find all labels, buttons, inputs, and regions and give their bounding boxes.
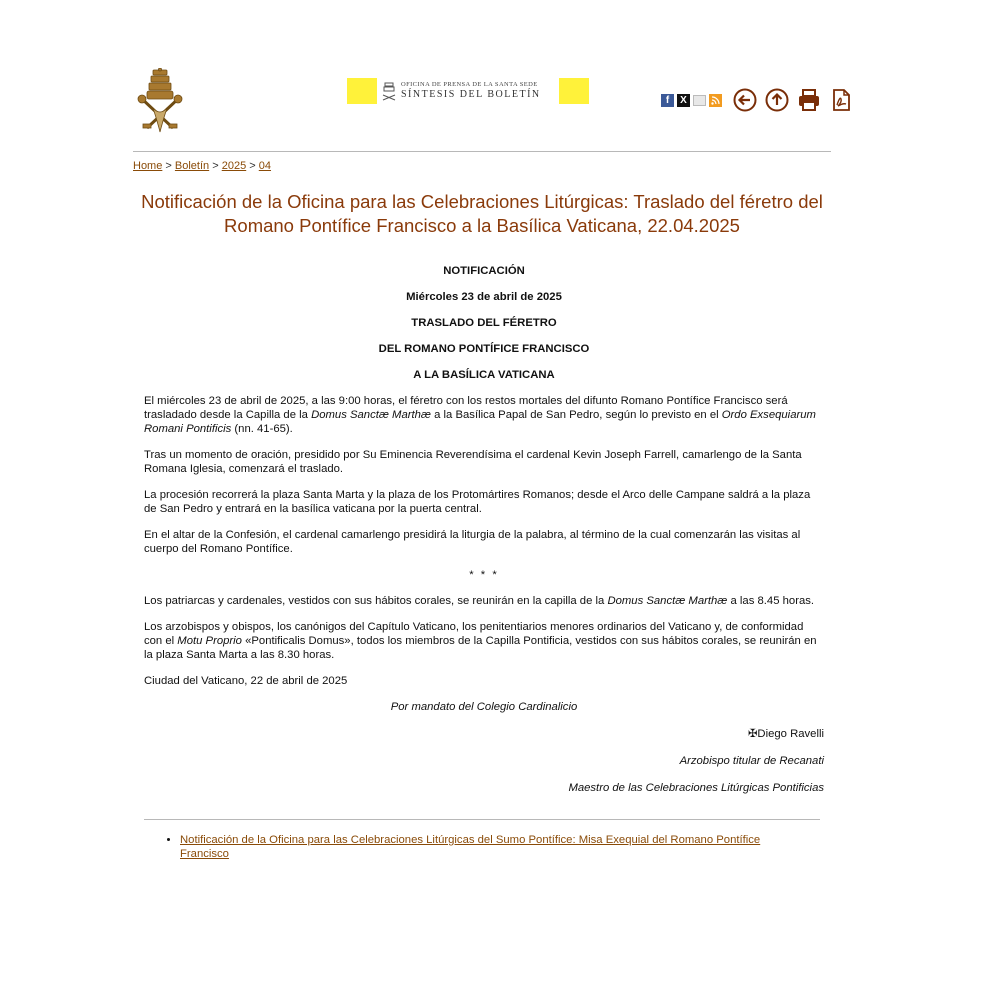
header-divider (133, 151, 831, 152)
breadcrumb-home-link[interactable]: Home (133, 160, 163, 172)
notice-date: Miércoles 23 de abril de 2025 (406, 291, 562, 303)
banner-subtitle: OFICINA DE PRENSA DE LA SANTA SEDE (401, 80, 538, 88)
facebook-icon[interactable]: f (661, 94, 674, 107)
x-icon[interactable]: X (677, 94, 690, 107)
article-body (144, 264, 824, 808)
paragraph-3: La procesión recorrerá la plaza Santa Marta y la plaza de los Protomártires Romanos; desde el Arco delle Campane saldrá a la plaza de San Pedro y entrará en la basílica vaticana por la puerta central. (144, 489, 811, 515)
notice-heading-line-3: A LA BASÍLICA VATICANA (413, 369, 555, 381)
banner-center (377, 78, 559, 104)
list-item (180, 833, 806, 861)
breadcrumb-separator: > (165, 160, 172, 172)
press-office-seal-icon (381, 81, 397, 101)
related-links (166, 833, 806, 861)
banner-yellow-left (347, 78, 377, 104)
breadcrumb (133, 160, 271, 172)
banner-yellow-right (559, 78, 589, 104)
breadcrumb-separator: > (249, 160, 256, 172)
print-icon[interactable] (797, 88, 821, 112)
signatory-title-1: Arzobispo titular de Recanati (679, 755, 824, 767)
paragraph-2: Tras un momento de oración, presidido por Su Eminencia Reverendísima el cardenal Kevin Joseph Farrell, camarlengo de la Santa Romana Iglesia, comenzará el traslado. (144, 449, 802, 475)
breadcrumb-month-link[interactable]: 04 (258, 160, 272, 172)
banner-title: SÍNTESIS DEL BOLETÍN (401, 89, 541, 101)
paragraph-6: Los arzobispos y obispos, los canónigos del Capítulo Vaticano, los penitentiarios menores ordinarios del Vaticano y, de conformidad con el Motu Proprio «Pontificalis Domus», todos los miembros de la Capilla Pontificia, vestidos con sus hábitos corales, se reunirán en la plaza Santa Marta a las 8.30 horas. (144, 621, 817, 661)
top-icon[interactable] (765, 88, 789, 112)
signatory-name: ✠Diego Ravelli (747, 728, 824, 740)
paragraph-4: En el altar de la Confesión, el cardenal camarlengo presidirá la liturgia de la palabra, al término de la cual comenzarán las visitas al cuerpo del Romano Pontífice. (144, 529, 801, 555)
signatory-title-2: Maestro de las Celebraciones Litúrgicas Pontificias (568, 782, 824, 794)
papal-coat-of-arms-logo[interactable] (133, 68, 187, 134)
place-and-date: Ciudad del Vaticano, 22 de abril de 2025 (144, 675, 348, 687)
footer-divider (144, 819, 820, 820)
breadcrumb-bulletin-link[interactable]: Boletín (174, 160, 210, 172)
header (133, 66, 831, 136)
back-icon[interactable] (733, 88, 757, 112)
rss-icon[interactable] (709, 94, 722, 107)
page-title: Notificación de la Oficina para las Celebraciones Litúrgicas: Traslado del féretro del Romano Pontífice Francisco a la Basílica Vaticana, 22.04.2025 (141, 191, 823, 236)
related-link[interactable]: Notificación de la Oficina para las Celebraciones Litúrgicas del Sumo Pontífice: Misa Exequial del Romano Pontífice Francisco (180, 834, 761, 860)
breadcrumb-year-link[interactable]: 2025 (221, 160, 247, 172)
paragraph-1: El miércoles 23 de abril de 2025, a las 9:00 horas, el féretro con los restos mortales del difunto Romano Pontífice Francisco será trasladado desde la Capilla de la Domus Sanctæ Marthæ a la Basílica Papal de San Pedro, según lo previsto en el Ordo Exsequiarum Romani Pontificis (nn. 41-65). (144, 395, 816, 435)
email-icon[interactable] (693, 95, 706, 106)
section-separator: * * * (469, 569, 499, 581)
share-toolbar (661, 88, 853, 112)
notice-heading: NOTIFICACIÓN (443, 265, 525, 277)
mandate-line: Por mandato del Colegio Cardinalicio (390, 701, 578, 713)
paragraph-5: Los patriarcas y cardenales, vestidos con sus hábitos corales, se reunirán en la capilla de la Domus Sanctæ Marthæ a las 8.45 horas. (144, 595, 815, 607)
notice-heading-line-2: DEL ROMANO PONTÍFICE FRANCISCO (378, 343, 590, 355)
bulletin-banner[interactable] (347, 78, 589, 104)
notice-heading-line-1: TRASLADO DEL FÉRETRO (411, 317, 557, 329)
breadcrumb-separator: > (212, 160, 219, 172)
pdf-icon[interactable] (829, 88, 853, 112)
